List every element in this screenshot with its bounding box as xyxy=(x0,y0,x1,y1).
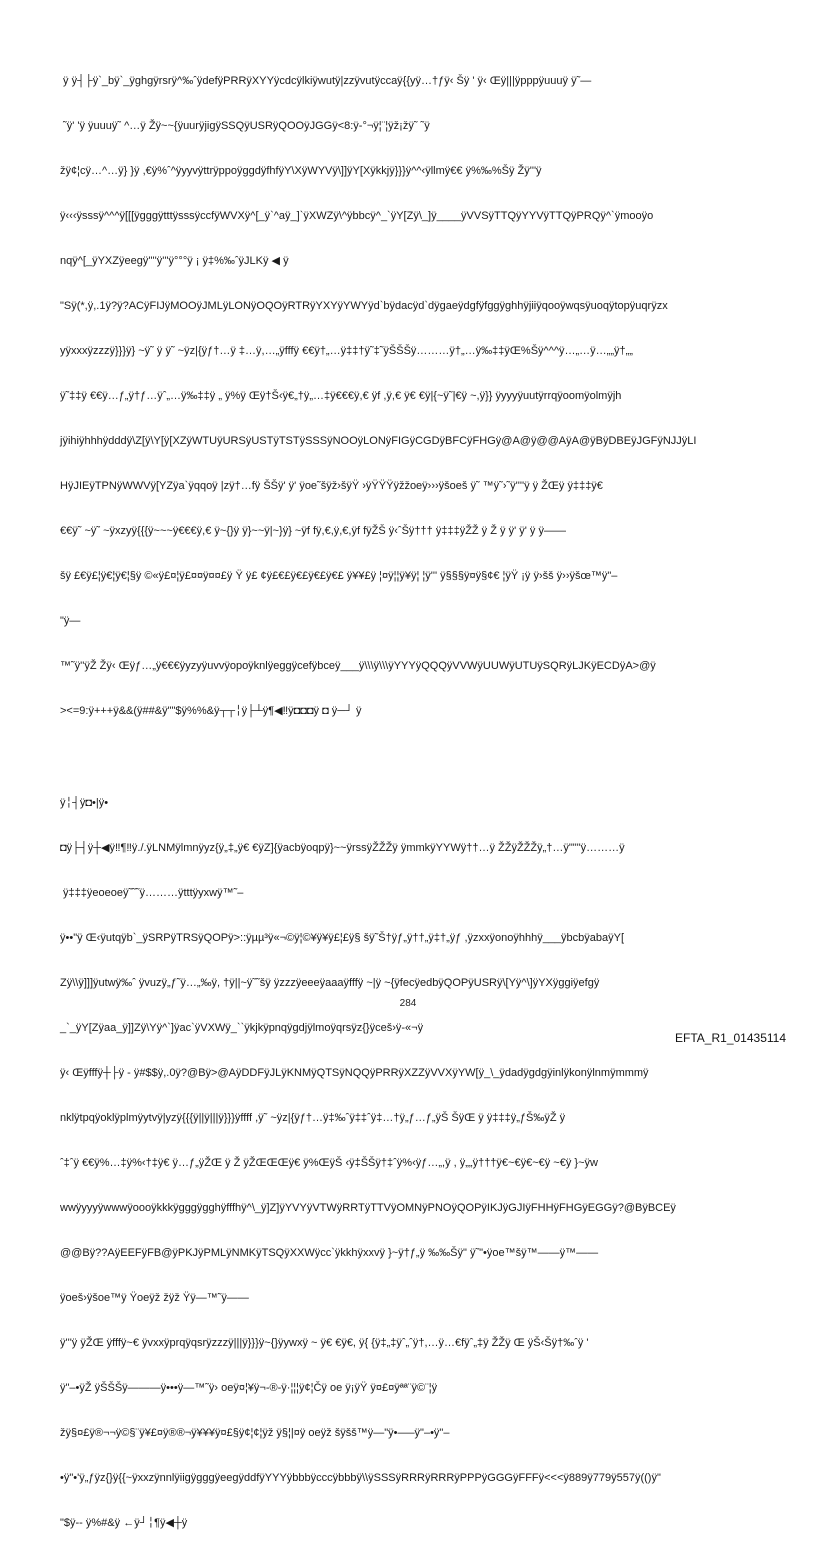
text-line: ÿ‡‡‡ÿeoeoeÿ˜˜˜ÿ………ÿtttÿyxwÿ™˜– xyxy=(60,887,244,899)
text-line: HÿJIEÿTPNÿWWVÿ[YZÿa`ÿqqoÿ |zÿ†…fÿ ŠŠÿ' ÿ' ÿoe˜šÿž›šÿŸ ›ÿŸŸŸÿžžoeÿ›››ÿšoeš ÿ˜ ™ÿ˜›˜ÿ''''ÿ ÿ ŽŒÿ ÿ‡‡‡ÿ€ xyxy=(60,480,603,492)
text-line: •ÿ"•'ÿ„ƒÿz{}ÿ{{~ÿxxzÿnnlÿiigÿgggÿeegÿddfÿYYYÿbbbÿcccÿbbbÿ\\ÿSSSÿRRRÿRRRÿPPPÿGGGÿFFFÿ<<<ÿ889ÿ779ÿ557ÿ(()ÿ" xyxy=(60,1472,661,1484)
text-line: ÿ ÿ┤├ÿ`_bÿ`_ÿghgÿrsrÿ^‰ˆÿdefÿPRRÿXYYÿcdcÿlkiÿwutÿ|zzÿvutÿccaÿ{{yÿ…†ƒÿ‹ Šÿ ' ÿ‹ Œÿ|||ÿpppÿuuuÿ ÿ˜— xyxy=(60,75,592,87)
text-line: nklÿtpqÿoklÿplmÿytvÿ|yzÿ{{{ÿ||ÿ|||ÿ}}}ÿffff ,ÿ˜ ~ÿz|{ÿƒ†…ÿ‡‰ˆÿ‡‡ˆÿ‡…†ÿ„ƒ…ƒ„ÿŠ ŠÿŒ ÿ ÿ‡‡‡ÿ„ƒŠ‰ÿŽ ÿ xyxy=(60,1112,566,1124)
text-line: nqÿ^[_ÿYXZÿeegÿ''''ÿ'''ÿ°°°ÿ ¡ ÿ‡%‰ˆÿJLKÿ ◀ ÿ xyxy=(60,255,289,267)
document-body xyxy=(60,44,760,1561)
text-line: žÿ§¤£ÿ®¬¬ÿ©§¨ÿ¥£¤ÿ®®¬ÿ¥¥¥ÿ¤£§ÿ¢¦¢¦ÿž ÿ§¦|¤ÿ oeÿž šÿšš™ÿ—"ÿ•—–ÿ"–•ÿ"– xyxy=(60,1427,450,1439)
text-line: ˆ‡ˆÿ €€ÿ%…‡ÿ%‹†‡ÿ€ ÿ…ƒ„ÿŽŒ ÿ Ž ÿŽŒŒŒÿ€ ÿ%ŒÿŠ ‹ÿ‡ŠŠÿ†‡ˆÿ%‹ÿƒ…„,ÿ , ÿ„„ÿ†††ÿ€~€ÿ€~€ÿ ~€ÿ }~ÿw xyxy=(60,1157,598,1169)
text-line: ÿ‹ Œÿfffÿ┼├ÿ - ÿ#$$ÿ,.0ÿ?@Bÿ>@AÿDDFÿJLÿKNMÿQTSÿNQQÿPRRÿXZZÿVVXÿYW[ÿ_\_ÿdadÿgdgÿinlÿkonÿlnmÿmmmÿ xyxy=(60,1067,649,1079)
text-line: jÿihiÿhhhÿdddÿ\Z[ÿ\Y[ÿ[XZÿWTUÿURSÿUSTÿTSTÿSSSÿNOOÿLONÿFIGÿCGDÿBFCÿFHGÿ@A@ÿ@@AÿA@ÿBÿDBEÿJGFÿNJJÿLI xyxy=(60,435,697,447)
text-line: wwÿyyyÿwwwÿoooÿkkkÿgggÿgghÿfffhÿ^\_ÿ]Z]ÿYVYÿVTWÿRRTÿTTVÿOMNÿPNOÿQOPÿIKJÿGJIÿFHHÿFHGÿEGGÿ?@BÿBCEÿ xyxy=(60,1202,676,1214)
text-line: "Sÿ(*,ÿ,.1ÿ?ÿ?ACÿFIJÿMOOÿJMLÿLONÿOQOÿRTRÿYXYÿYWYÿd`bÿdacÿd`dÿgaeÿdgfÿfggÿghhÿjiiÿqooÿwqsÿuoqÿtopÿuqrÿzx xyxy=(60,300,668,312)
text-line: €€ÿ˜ ~ÿ˜ ~ÿxzyÿ{{{ÿ~~~ÿ€€€ÿ,€ ÿ~{}ÿ ÿ}~~ÿ|~}ÿ} ~ÿf fÿ,€,ÿ,€,ÿf fÿŽŠ ÿ‹ˆŠÿ††† ÿ‡‡‡ÿŽŽ ÿ Ž ÿ ÿ' ÿ' ÿ ÿ—— xyxy=(60,525,566,537)
text-line: ÿ˜‡‡ÿ €€ÿ…ƒ„ÿ†ƒ…ÿˆ„…ÿ‰‡‡ÿ „ ÿ%ÿ Œÿ†Š‹ÿ€„†ÿ„…‡ÿ€€€ÿ,€ ÿf ,ÿ,€ ÿ€ €ÿ|{~ÿ˜|€ÿ ~,ÿ}} ÿyyyÿuutÿrrqÿoomÿolmÿjh xyxy=(60,390,622,402)
text-line: ><=9:ÿ+++ÿ&&(ÿ##&ÿ""$ÿ%%&ÿ┬┬╎ÿ├┴ÿ¶◀‼ÿ◘◘◘ÿ ◘ ÿ─┘ ÿ xyxy=(60,705,362,717)
text-line: _`_ÿY[Zÿaa_ÿ]]Zÿ\Yÿ^`]ÿac`ÿVXWÿ_``ÿkjkÿpnqÿgdjÿlmoÿqrsÿz{}ÿceš›ÿ-«¬ÿ xyxy=(60,1022,424,1034)
text-line: ◘ÿ├┤ÿ┼◀ÿ‼¶‼ÿ./.ÿLNMÿlmnÿyz{ÿ„‡„ÿ€ €ÿZ]{ÿacbÿoqpÿ}~~ÿrssÿŽŽŽÿ ÿmmkÿYYWÿ††…ÿ ŽŽÿŽŽŽÿ„†…ÿ"""ÿ………ÿ xyxy=(60,842,625,854)
text-line: Zÿ\\ÿ]]]ÿutwÿ‰ˆ ÿvuzÿ„ƒ˜ÿ…„‰ÿ, †ÿ||~ÿ˜˜šÿ ÿzzzÿeeeÿaaaÿfffÿ ~|ÿ ~{ÿfecÿedbÿQOPÿUSRÿ\[Yÿ^\]ÿYXÿggiÿefgÿ xyxy=(60,977,600,989)
text-line: ÿ••"ÿ Œ‹ÿutqÿb`_ÿSRPÿTRSÿQOPÿ>::ÿµµ³ÿ«¬©ÿ¦©¥ÿ¥ÿ£¦£ÿ§ šÿ˜Š†ÿƒ„ÿ††„ÿ‡†„ÿƒ ,ÿzxxÿonoÿhhhÿ___ÿbcbÿabaÿY[ xyxy=(60,932,625,944)
text-line: ™˜ÿ''ÿŽ Žÿ‹ Œÿƒ…„ÿ€€€ÿyzyÿuvvÿopoÿknlÿeggÿcefÿbceÿ___ÿ\\\ÿ\\\ÿYYYÿQQQÿVVWÿUUWÿUTUÿSQRÿLJKÿECDÿA>@ÿ xyxy=(60,660,656,672)
text-line: ÿ‹‹‹ÿsssÿ^^^ÿ[[[ÿgggÿtttÿsssÿccfÿWVXÿ^[_ÿ`^aÿ_]`ÿXWZÿ\^ÿbbcÿ^_`ÿY[Zÿ\_]ÿ____ÿVVSÿTTQÿYYVÿTTQÿPRQÿ^`ÿmooÿo xyxy=(60,210,654,222)
page-number: 284 xyxy=(399,998,417,1009)
paragraph-1 xyxy=(60,44,760,749)
text-line: ÿoeš›ÿšoe™ÿ Ÿoeÿž žÿž Ÿÿ—™˜ÿ—— xyxy=(60,1292,249,1304)
text-line: ÿ'''ÿ ÿŽŒ ÿfffÿ~€ ÿvxxÿprqÿqsrÿzzzÿ|||ÿ}}}ÿ~{}ÿywxÿ ~ ÿ€ €ÿ€, ÿ{ {ÿ‡„‡ÿˆ„ˆÿ†,…ÿ…€fÿˆ„‡ÿ ŽŽÿ Œ ÿŠ‹Šÿ†‰ˆÿ ' xyxy=(60,1337,589,1349)
paragraph-2 xyxy=(60,766,760,1561)
text-line: @@Bÿ??AÿEEFÿFB@ÿPKJÿPMLÿNMKÿTSQÿXXWÿcc`ÿkkhÿxxvÿ }~ÿ†ƒ„ÿ ‰‰Šÿ" ÿ˜"•ÿoe™šÿ™——ÿ™—— xyxy=(60,1247,599,1259)
text-line: ÿ"–•ÿŽ ÿŠŠŠÿ———ÿ•••ÿ—™˜ÿ› oeÿ¤¦¥ÿ¬-®-ÿ·¦¦¦ÿ¢¦Čÿ oe ÿ¡ÿŸ ÿ¤£¤ÿªª¨ÿ©¨¦ÿ xyxy=(60,1382,438,1394)
text-line: šÿ £€ÿ£¦ÿ€¦ÿ€¦§ÿ ©«ÿ£¤¦ÿ£¤¤ÿ¤¤£ÿ Ÿ ÿ£ ¢ÿ£€£ÿ€£ÿ€£ÿ€£ ÿ¥¥£ÿ ¦¤ÿ¦¦ÿ¥ÿ¦ ¦ÿ''' ÿ§§§ÿ¤ÿ§¢€ ¦ÿŸ ¡ÿ ÿ›šš ÿ››ÿšœ™ÿ"– xyxy=(60,570,618,582)
text-line: yÿxxxÿzzzÿ}}}ÿ} ~ÿ˜ ÿ ÿ˜ ~ÿz|{ÿƒ†…ÿ ‡…ÿ,…„ÿfffÿ €€ÿ†„…ÿ‡‡†ÿ˜‡˜ÿŠŠŠÿ………ÿ†„…ÿ‰‡‡ÿŒ%Šÿ^^^ÿ…„…ÿ…„„ÿ†„„ xyxy=(60,345,633,357)
text-line: ÿ╎┤ÿ◘•|ÿ• xyxy=(60,797,109,809)
document-id: EFTA_R1_01435114 xyxy=(675,1031,786,1045)
text-line: "$ÿ-- ÿ%#&ÿ ←ÿ┘╎¶ÿ◀┼ÿ xyxy=(60,1517,188,1529)
text-line: ˜ÿ' 'ÿ ÿuuuÿ˜ ^…ÿ Žÿ~~{ÿuurÿjigÿSSQÿUSRÿQOOÿJGGÿ<8:ÿ-°¬ÿ¦¨¦ÿž¡žÿ˜ ˜ÿ xyxy=(60,120,430,132)
text-line: žÿ¢¦cÿ…^…ÿ} }ÿ ,€ÿ%ˆ^ÿyyvÿttrÿppoÿggdÿfhfÿY\XÿWYVÿ\]]ÿY[Xÿkkjÿ}}}ÿ^^‹ÿllmÿ€€ ÿ%‰%Šÿ Žÿ'''ÿ xyxy=(60,165,542,177)
text-line: "ÿ— xyxy=(60,615,81,627)
